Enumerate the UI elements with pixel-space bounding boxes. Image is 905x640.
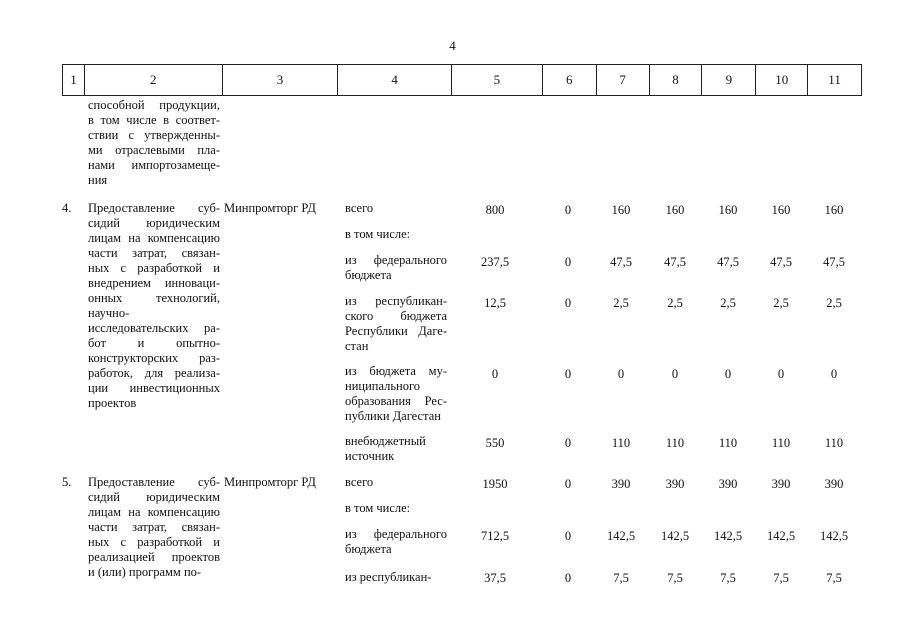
row4-executor: Минпромторг РД xyxy=(224,201,316,215)
row5-republic-col-8: 7,5 xyxy=(667,571,683,585)
row5-executor: Минпромторг РД xyxy=(224,475,316,489)
row4-extrabudget-col-5: 550 xyxy=(485,436,505,450)
row5-republic-col-7: 7,5 xyxy=(613,571,629,585)
row4-description-line: работок, для реализа- xyxy=(88,366,220,380)
row4-description-line: ных с разработкой и xyxy=(88,261,220,275)
row4-republic-label-line: Республики Даге- xyxy=(345,324,447,338)
row4-extrabudget-col-10: 110 xyxy=(771,436,791,450)
row5-federal-col-8: 142,5 xyxy=(660,529,690,543)
row4-description-line: конструкторских раз- xyxy=(88,351,220,365)
header-col-8: 8 xyxy=(650,65,703,95)
row4-description-line: онных технологий, xyxy=(88,291,220,305)
row4-extrabudget-col-11: 110 xyxy=(824,436,844,450)
row5-incl-label: в том числе: xyxy=(345,501,411,515)
row4-extrabudget-col-9: 110 xyxy=(718,436,738,450)
row4-federal-col-6: 0 xyxy=(564,255,572,269)
row4-federal-col-10: 47,5 xyxy=(770,255,792,269)
row5-republic-col-11: 7,5 xyxy=(826,571,842,585)
row5-description-line: Предоставление суб- xyxy=(88,475,220,489)
row5-total-col-8: 390 xyxy=(665,477,685,491)
row4-total-col-5: 800 xyxy=(485,203,505,217)
row4-total-col-10: 160 xyxy=(771,203,791,217)
row4-federal-col-5: 237,5 xyxy=(480,255,510,269)
row5-federal-label-line: бюджета xyxy=(345,542,392,556)
row5-republic-col-9: 7,5 xyxy=(720,571,736,585)
row4-municipal-col-11: 0 xyxy=(830,367,838,381)
header-col-9: 9 xyxy=(702,65,756,95)
row4-description-line: Предоставление суб- xyxy=(88,201,220,215)
header-col-2: 2 xyxy=(85,65,223,95)
row5-republic-label-line: из республикан- xyxy=(345,570,432,584)
row4-extrabudget-label-line: источник xyxy=(345,449,395,463)
row5-total-col-7: 390 xyxy=(611,477,631,491)
row5-total-col-9: 390 xyxy=(718,477,738,491)
header-col-10: 10 xyxy=(756,65,808,95)
row4-number: 4. xyxy=(62,201,72,215)
row4-municipal-col-10: 0 xyxy=(777,367,785,381)
header-col-3: 3 xyxy=(223,65,339,95)
row4-republic-col-8: 2,5 xyxy=(667,296,683,310)
row5-federal-col-6: 0 xyxy=(564,529,572,543)
header-col-7: 7 xyxy=(597,65,650,95)
row5-federal-label-line: из федерального xyxy=(345,527,447,541)
row4-description-line: сидий юридическим xyxy=(88,216,220,230)
row4-extrabudget-label-line: внебюджетный xyxy=(345,434,426,448)
row4-total-col-11: 160 xyxy=(824,203,844,217)
row5-total-label: всего xyxy=(345,475,374,489)
row4-total-col-6: 0 xyxy=(564,203,572,217)
row5-federal-col-11: 142,5 xyxy=(819,529,849,543)
header-col-4: 4 xyxy=(338,65,452,95)
row4-republic-col-5: 12,5 xyxy=(484,296,506,310)
row4-total-label: всего xyxy=(345,201,374,215)
row5-total-col-10: 390 xyxy=(771,477,791,491)
header-col-1: 1 xyxy=(63,65,85,95)
row4-federal-col-11: 47,5 xyxy=(823,255,845,269)
row4-federal-label-line: из федерального xyxy=(345,253,447,267)
row5-number: 5. xyxy=(62,475,72,489)
row4-description-line: ции инвестиционных xyxy=(88,381,220,395)
row4-republic-label-line: ского бюджета xyxy=(345,309,447,323)
row4-federal-col-8: 47,5 xyxy=(664,255,686,269)
page-number: 4 xyxy=(449,38,456,53)
row4-federal-col-9: 47,5 xyxy=(717,255,739,269)
row5-description-line: части затрат, связан- xyxy=(88,520,220,534)
row5-total-col-6: 0 xyxy=(564,477,572,491)
row4-republic-col-6: 0 xyxy=(564,296,572,310)
header-col-11: 11 xyxy=(828,72,841,87)
row5-description-line: и (или) программ по- xyxy=(88,565,202,579)
row4-municipal-col-9: 0 xyxy=(724,367,732,381)
row4-republic-col-7: 2,5 xyxy=(613,296,629,310)
row4-description-line: бот и опытно- xyxy=(88,336,220,350)
row4-total-col-7: 160 xyxy=(611,203,631,217)
row4-total-col-9: 160 xyxy=(718,203,738,217)
row4-extrabudget-col-6: 0 xyxy=(564,436,572,450)
row4-extrabudget-col-8: 110 xyxy=(665,436,685,450)
row5-federal-col-10: 142,5 xyxy=(766,529,796,543)
row4-description-line: части затрат, связан- xyxy=(88,246,220,260)
row4-description-line: исследовательских ра- xyxy=(88,321,220,335)
continuation-text-line: ствии с утвержденны- xyxy=(88,128,220,142)
row4-federal-col-7: 47,5 xyxy=(610,255,632,269)
continuation-text-line: способной продукции, xyxy=(88,98,220,112)
row4-municipal-label-line: из бюджета му- xyxy=(345,364,447,378)
header-col-5: 5 xyxy=(452,65,543,95)
row4-republic-col-9: 2,5 xyxy=(720,296,736,310)
row4-description-line: проектов xyxy=(88,396,137,410)
row5-description-line: ных с разработкой и xyxy=(88,535,220,549)
row5-total-col-5: 1950 xyxy=(482,477,508,491)
row4-republic-col-11: 2,5 xyxy=(826,296,842,310)
row5-federal-col-7: 142,5 xyxy=(606,529,636,543)
row4-republic-label-line: из республикан- xyxy=(345,294,447,308)
row4-municipal-label-line: ниципального xyxy=(345,379,421,393)
row5-republic-col-5: 37,5 xyxy=(484,571,506,585)
row5-federal-col-5: 712,5 xyxy=(480,529,510,543)
continuation-text-line: ми отраслевыми пла- xyxy=(88,143,220,157)
row5-federal-col-9: 142,5 xyxy=(713,529,743,543)
row5-description-line: лицам на компенсацию xyxy=(88,505,220,519)
row5-total-col-11: 390 xyxy=(824,477,844,491)
row4-municipal-label-line: публики Дагестан xyxy=(345,409,441,423)
continuation-text-line: нами импортозамеще- xyxy=(88,158,220,172)
row5-republic-col-6: 0 xyxy=(564,571,572,585)
row4-municipal-col-8: 0 xyxy=(671,367,679,381)
row4-description-line: научно- xyxy=(88,306,130,320)
continuation-text-line: ния xyxy=(88,173,108,187)
row4-municipal-col-7: 0 xyxy=(617,367,625,381)
row4-republic-label-line: стан xyxy=(345,339,369,353)
row4-incl-label: в том числе: xyxy=(345,227,411,241)
row4-municipal-label-line: образования Рес- xyxy=(345,394,447,408)
continuation-text-line: в том числе в соответ- xyxy=(88,113,220,127)
row4-total-col-8: 160 xyxy=(665,203,685,217)
row4-extrabudget-col-7: 110 xyxy=(611,436,631,450)
row5-republic-col-10: 7,5 xyxy=(773,571,789,585)
row4-description-line: внедрением инноваци- xyxy=(88,276,220,290)
row4-municipal-col-6: 0 xyxy=(564,367,572,381)
row4-description-line: лицам на компенсацию xyxy=(88,231,220,245)
row4-federal-label-line: бюджета xyxy=(345,268,392,282)
header-col-6: 6 xyxy=(543,65,597,95)
row5-description-line: реализацией проектов xyxy=(88,550,220,564)
row4-municipal-col-5: 0 xyxy=(491,367,499,381)
row4-republic-col-10: 2,5 xyxy=(773,296,789,310)
row5-description-line: сидий юридическим xyxy=(88,490,220,504)
table-header-row xyxy=(62,64,862,96)
